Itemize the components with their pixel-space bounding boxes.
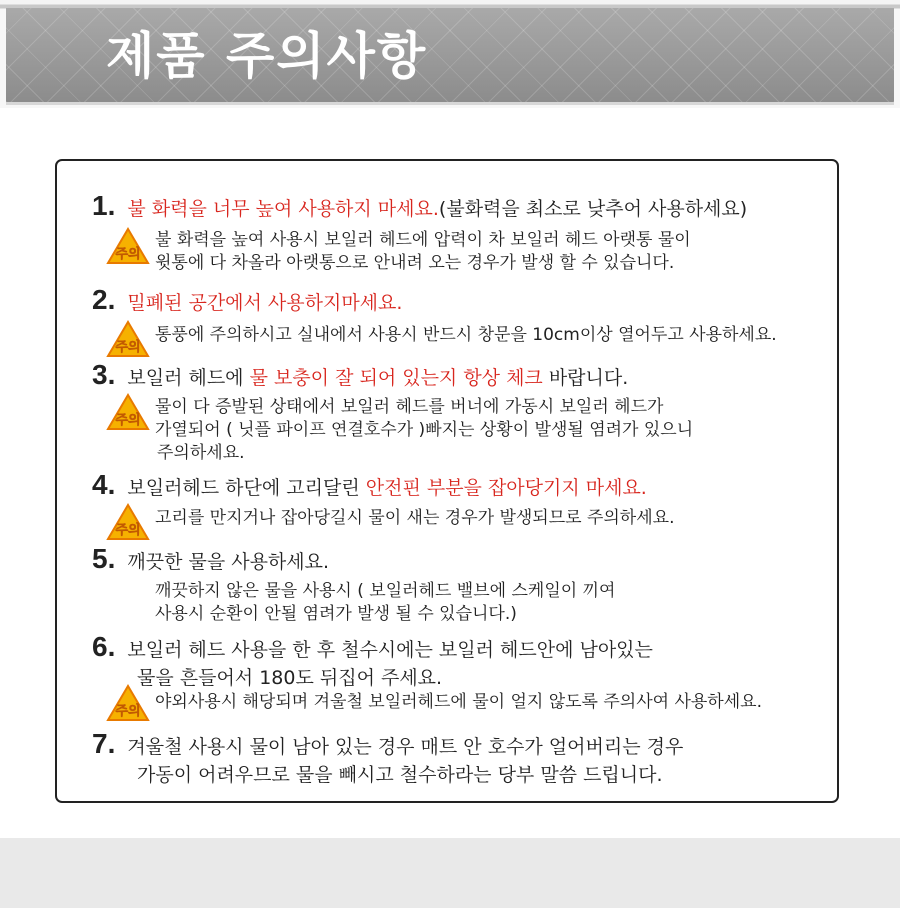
- badge-text: 주의: [115, 523, 141, 538]
- item-text: 물을 흔들어서 180도 뒤집어 주세요.: [137, 667, 443, 689]
- title-banner: [0, 0, 900, 108]
- caution-item-1: [92, 190, 747, 222]
- item-number: 5.: [92, 543, 116, 574]
- item-warning-text: 안전핀 부분을 잡아당기지 마세요.: [365, 477, 647, 499]
- item-text: 보일러헤드 하단에 고리달린: [127, 477, 366, 499]
- page-title: 제품 주의사항: [106, 27, 428, 85]
- note-line: 물이 다 증발된 상태에서 보일러 헤드를 버너에 가동시 보일러 헤드가: [155, 397, 664, 417]
- item-text: 겨울철 사용시 물이 남아 있는 경우 매트 안 호수가 얼어버리는 경우: [127, 736, 684, 758]
- caution-item-2: [92, 284, 402, 316]
- item-warning-text: 물 보충이 잘 되어 있는지 항상 체크: [249, 367, 543, 389]
- note-line: 불 화력을 높여 사용시 보일러 헤드에 압력이 차 보일러 헤드 아랫통 물이: [155, 230, 691, 250]
- item-warning-text: 밀폐된 공간에서 사용하지마세요.: [127, 292, 403, 314]
- note-line: 야외사용시 해당되며 겨울철 보일러헤드에 물이 얼지 않도록 주의사여 사용하세요.: [155, 692, 762, 712]
- item-text: 바랍니다.: [542, 367, 629, 389]
- caution-note-1: [155, 229, 691, 275]
- item-number: 4.: [92, 469, 116, 500]
- caution-note-3: [155, 396, 693, 465]
- caution-badge-icon: [106, 684, 150, 724]
- item-number: 1.: [92, 190, 116, 221]
- item-number: 6.: [92, 631, 116, 662]
- caution-badge-icon: [106, 393, 150, 433]
- item-text: 가동이 어려우므로 물을 빼시고 철수하라는 당부 말씀 드립니다.: [137, 764, 663, 786]
- badge-text: 주의: [115, 247, 141, 262]
- item-text: 보일러 헤드에: [127, 367, 250, 389]
- item-number: 2.: [92, 284, 116, 315]
- badge-text: 주의: [115, 413, 141, 428]
- caution-note-4: [155, 507, 674, 530]
- badge-text: 주의: [115, 340, 141, 355]
- note-line: 통풍에 주의하시고 실내에서 사용시 반드시 창문을 10cm이상 열어두고 사용하세요.: [155, 325, 777, 345]
- caution-item-6: [92, 633, 653, 692]
- caution-item-7: [92, 730, 683, 789]
- caution-note-5: [155, 580, 615, 626]
- item-text: 보일러 헤드 사용을 한 후 철수시에는 보일러 헤드안에 남아있는: [127, 639, 653, 661]
- item-number: 3.: [92, 359, 116, 390]
- item-text: (불화력을 최소로 낮추어 사용하세요): [438, 198, 748, 220]
- note-line: 주의하세요.: [157, 443, 245, 463]
- caution-item-3: [92, 359, 628, 391]
- note-line: 고리를 만지거나 잡아당길시 물이 새는 경우가 발생되므로 주의하세요.: [155, 508, 675, 528]
- badge-text: 주의: [115, 704, 141, 719]
- caution-badge-icon: [106, 320, 150, 360]
- caution-item-4: [92, 469, 647, 501]
- note-line: 윗통에 다 차올라 아랫통으로 안내려 오는 경우가 발생 할 수 있습니다.: [155, 253, 675, 273]
- note-line: 사용시 순환이 안될 염려가 발생 될 수 있습니다.): [155, 604, 517, 624]
- caution-item-5: [92, 543, 329, 575]
- note-line: 깨끗하지 않은 물을 사용시 ( 보일러헤드 밸브에 스케일이 끼여: [155, 581, 616, 601]
- caution-note-2: [155, 324, 777, 347]
- footer-band: [0, 838, 900, 908]
- caution-note-6: [155, 691, 762, 714]
- note-line: 가열되어 ( 닛플 파이프 연결호수가 )빠지는 상황이 발생될 염려가 있으니: [155, 420, 694, 440]
- caution-badge-icon: [106, 503, 150, 543]
- caution-badge-icon: [106, 227, 150, 267]
- item-number: 7.: [92, 728, 116, 759]
- item-warning-text: 불 화력을 너무 높여 사용하지 마세요.: [127, 198, 439, 220]
- item-text: 깨끗한 물을 사용하세요.: [127, 551, 330, 573]
